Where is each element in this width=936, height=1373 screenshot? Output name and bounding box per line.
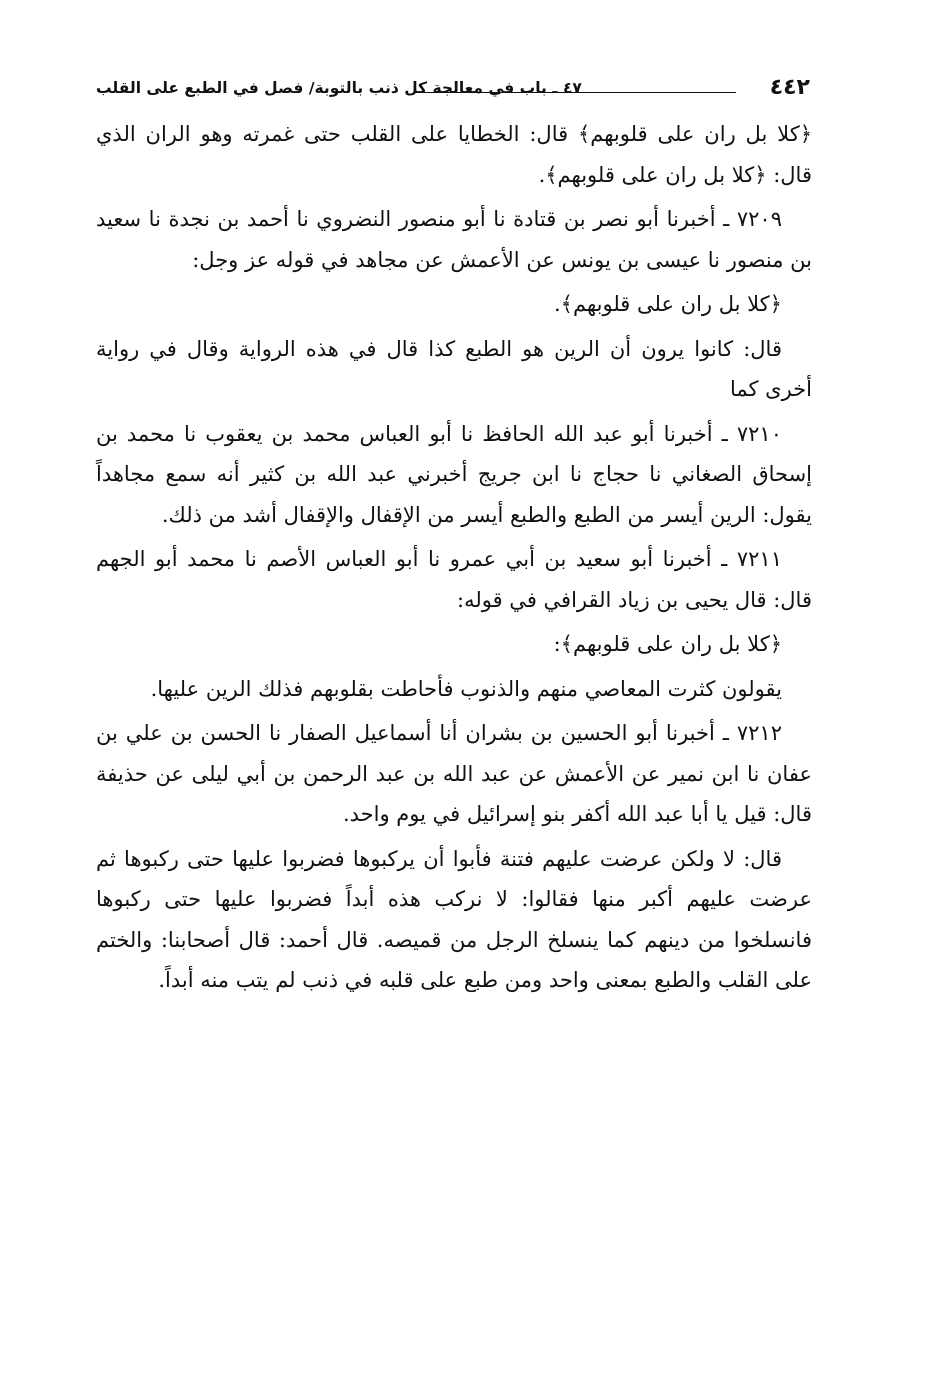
paragraph: ٧٢١٢ ـ أخبرنا أبو الحسين بن بشران أنا أسماعيل الصفار نا الحسن بن علي بن عفان نا ابن نمير عن الأعمش عن عبد الله بن عبد الرحمن بن أبي ليلى عن حذيفة قال: قيل يا أبا عبد الله أكفر بنو إسرائيل في يوم واحد. xyxy=(96,721,812,826)
paragraph: ٧٢١٠ ـ أخبرنا أبو عبد الله الحافظ نا أبو العباس محمد بن يعقوب نا محمد بن إسحاق الصغاني نا حجاج نا ابن جريج أخبرني عبد الله بن كثير أنه سمع مجاهداً يقول: الرين أيسر من الطبع والطبع أيسر من الإقفال والإقفال أشد من ذلك. xyxy=(96,421,812,527)
paragraph: ﴿كلا بل ران على قلوبهم﴾ قال: الخطايا على القلب حتى غمرته وهو الران الذي قال: ﴿كلا بل ران على قلوبهم﴾. xyxy=(96,122,812,187)
paragraph: يقولون كثرت المعاصي منهم والذنوب فأحاطت بقلوبهم فذلك الرين عليها. xyxy=(150,676,782,701)
book-page xyxy=(96,70,812,1005)
quran-verse: ﴿كلا بل ران على قلوبهم﴾: xyxy=(553,632,782,656)
page-number: ٤٤٢ xyxy=(769,75,810,100)
paragraph: قال: لا ولكن عرضت عليهم فتنة فأبوا أن يركبوها فضربوا عليها حتى ركبوها ثم عرضت عليهم أكبر منها فقالوا: لا نركب هذه أبداً فضربوا عليها حتى ركبوها فانسلخوا من دينهم كما ينسلخ الرجل من قميصه. قال أحمد: قال أصحابنا: والختم على القلب والطبع بمعنى واحد ومن طبع على قلبه في ذنب لم يتب منه أبداً. xyxy=(96,846,812,992)
body-text xyxy=(96,114,812,1001)
paragraph: ٧٢٠٩ ـ أخبرنا أبو نصر بن قتادة نا أبو منصور النضروي نا أحمد بن نجدة نا سعيد بن منصور نا عيسى بن يونس عن الأعمش عن مجاهد في قوله عز وجل: xyxy=(96,207,812,272)
quran-verse: ﴿كلا بل ران على قلوبهم﴾. xyxy=(554,292,782,316)
paragraph: قال: كانوا يرون أن الرين هو الطبع كذا قال في هذه الرواية وقال في رواية أخرى كما xyxy=(96,336,812,401)
page-header xyxy=(96,70,812,104)
paragraph: ٧٢١١ ـ أخبرنا أبو سعيد بن أبي عمرو نا أبو العباس الأصم نا محمد أبو الجهم قال: قال يحيى بن زياد القرافي في قوله: xyxy=(96,547,812,612)
running-title: ٤٧ ـ باب في معالجة كل ذنب بالتوبة/ فصل في الطبع على القلب xyxy=(96,79,582,97)
